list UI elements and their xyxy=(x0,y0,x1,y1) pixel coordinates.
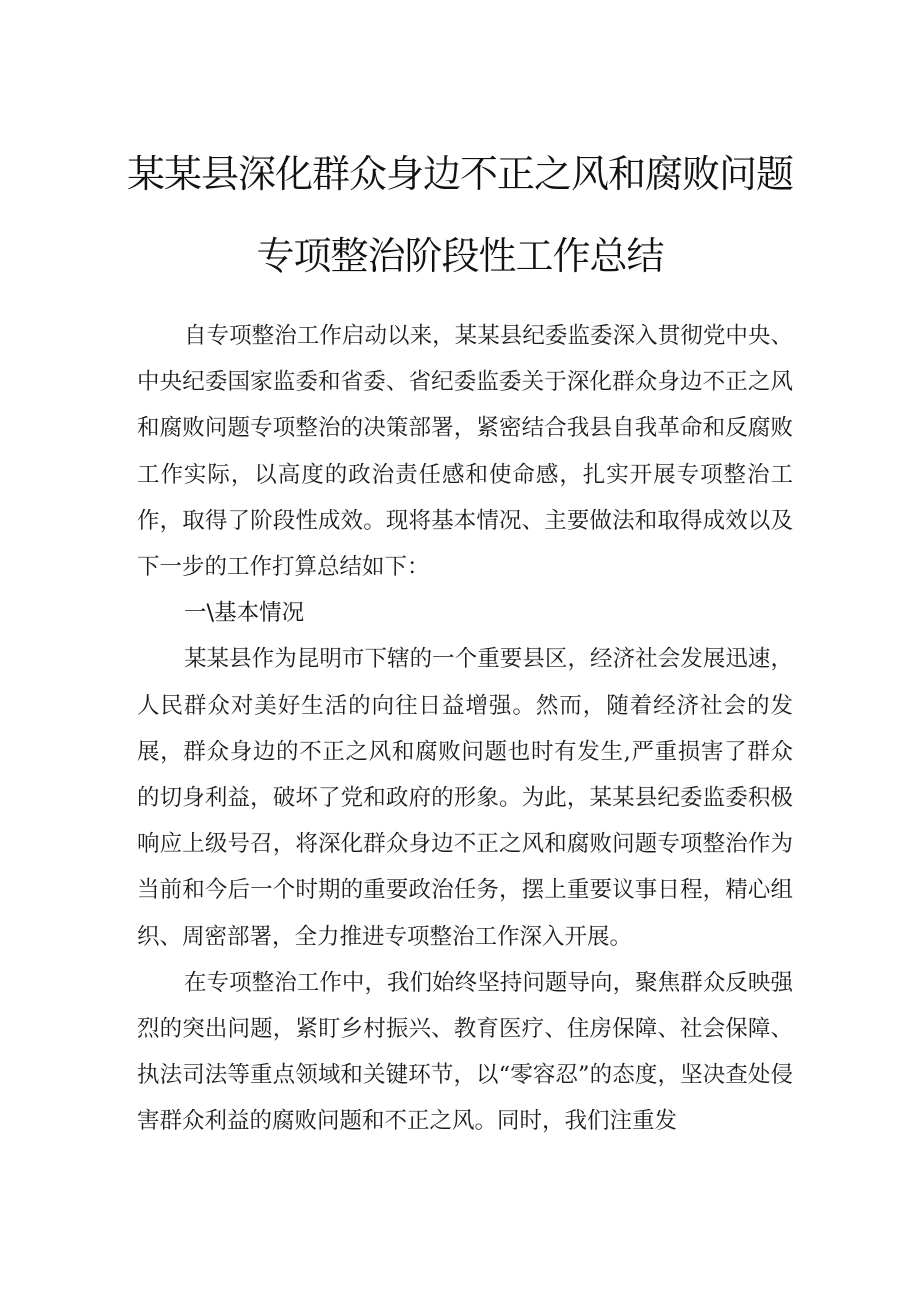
document-title-line-2: 专项整治阶段性工作总结 xyxy=(256,234,664,278)
paragraph-intro: 自专项整治工作启动以来，某某县纪委监委深入贯彻党中央、中央纪委国家监委和省委、省纪委监委关于深化群众身边不正之风和腐败问题专项整治的决策部署，紧密结合我县自我革命和反腐败工作实际，以高度的政治责任感和使命感，扎实开展专项整治工作，取得了阶段性成效。现将基本情况、主要做法和取得成效以及下一步的工作打算总结如下： xyxy=(137,323,793,581)
section-heading-basic-situation: 一\基本情况 xyxy=(184,600,305,627)
document-body xyxy=(137,313,793,1145)
paragraph-work-approach: 在专项整治工作中，我们始终坚持问题导向，聚焦群众反映强烈的突出问题，紧盯乡村振兴、教育医疗、住房保障、社会保障、执法司法等重点领域和关键环节，以“零容忍”的态度，坚决查处侵害群众利益的腐败问题和不正之风。同时，我们注重发 xyxy=(137,969,793,1135)
paragraph-basic-situation: 某某县作为昆明市下辖的一个重要县区，经济社会发展迅速，人民群众对美好生活的向往日益增强。然而，随着经济社会的发展，群众身边的不正之风和腐败问题也时有发生,严重损害了群众的切身利益，破坏了党和政府的形象。为此，某某县纪委监委积极响应上级号召，将深化群众身边不正之风和腐败问题专项整治作为当前和今后一个时期的重要政治任务，摆上重要议事日程，精心组织、周密部署，全力推进专项整治工作深入开展。 xyxy=(137,646,793,950)
document-title-line-1: 某某县深化群众身边不正之风和腐败问题 xyxy=(126,152,793,196)
